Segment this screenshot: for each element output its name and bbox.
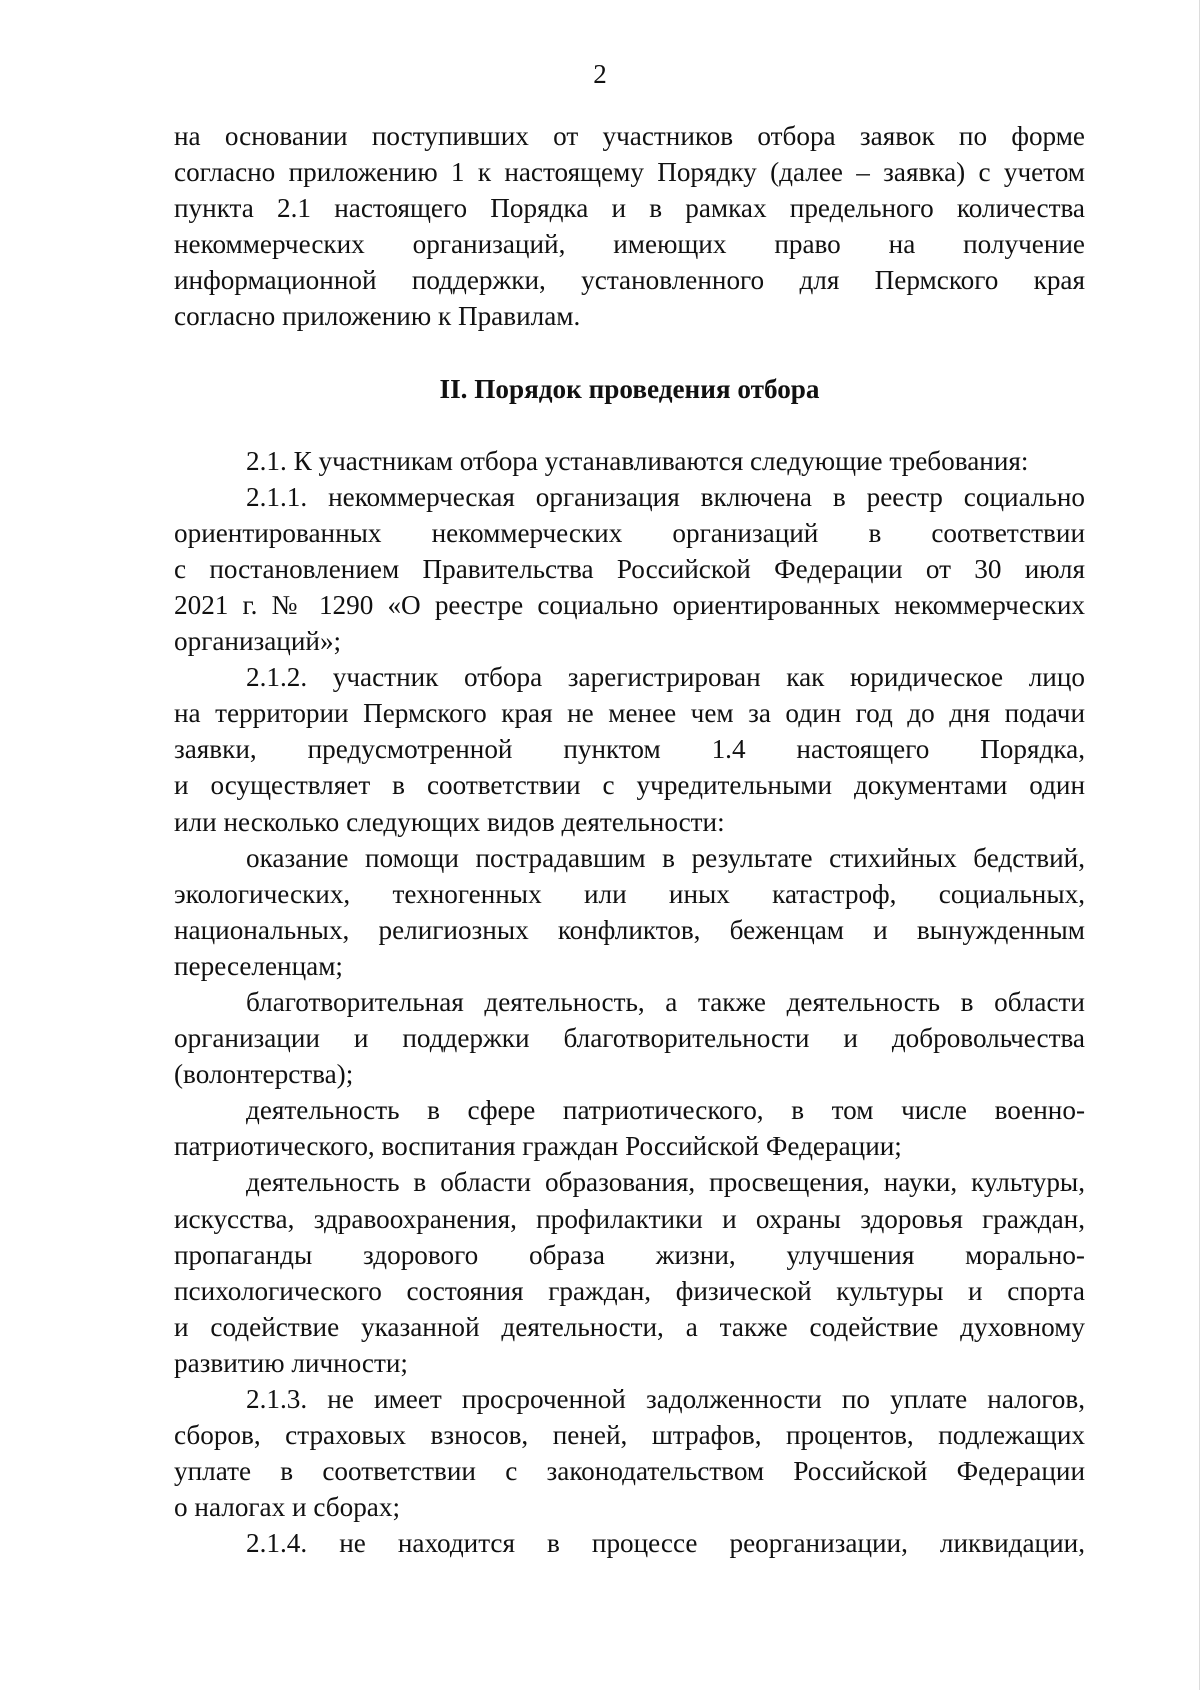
requirements-list — [174, 479, 1085, 1562]
text-line: или несколько следующих видов деятельности: — [174, 806, 725, 837]
paragraph-p-2-1-3 — [174, 1381, 1085, 1525]
paragraph-p-activity-3 — [174, 1092, 1085, 1164]
page-number: 2 — [593, 59, 607, 89]
text-line: развитию личности; — [174, 1347, 408, 1378]
text-line: организаций»; — [174, 626, 342, 657]
text-line: психологического состояния граждан, физической культуры и спорта — [174, 1275, 1085, 1306]
text-line: оказание помощи пострадавшим в результате стихийных бедствий, — [246, 842, 1085, 873]
text-line: патриотического, воспитания граждан Российской Федерации; — [174, 1131, 902, 1162]
section-heading: II. Порядок проведения отбора — [439, 373, 820, 404]
text-line: национальных, религиозных конфликтов, беженцам и вынужденным — [174, 914, 1085, 945]
text-line: с постановлением Правительства Российской Федерации от 30 июля — [174, 553, 1085, 584]
document-body — [174, 118, 1085, 1561]
text-line: и осуществляет в соответствии с учредительными документами один — [174, 770, 1085, 801]
text-line: деятельность в области образования, просвещения, науки, культуры, — [246, 1167, 1085, 1198]
text-line: 2021 г. № 1290 «О реестре социально ориентированных некоммерческих — [174, 589, 1085, 620]
text-line: на основании поступивших от участников отбора заявок по форме — [174, 121, 1085, 151]
text-line: 2.1.3. не имеет просроченной задолженности по уплате налогов, — [246, 1384, 1085, 1414]
text-line: 2.1.2. участник отбора зарегистрирован как юридическое лицо — [246, 662, 1085, 693]
text-line: 2.1. К участникам отбора устанавливаются следующие требования: — [246, 445, 1029, 476]
text-line: ориентированных некоммерческих организаций в соответствии — [174, 517, 1085, 548]
text-line: пропаганды здорового образа жизни, улучшения морально- — [174, 1239, 1085, 1270]
intro-paragraph — [174, 118, 1085, 335]
text-line: заявки, предусмотренной пунктом 1.4 настоящего Порядка, — [174, 734, 1085, 765]
text-line: (волонтерства); — [174, 1059, 354, 1090]
text-line: 2.1.1. некоммерческая организация включена в реестр социально — [246, 481, 1085, 512]
text-line: уплате в соответствии с законодательством Российской Федерации — [174, 1456, 1085, 1487]
text-line: на территории Пермского края не менее чем за один год до дня подачи — [174, 698, 1085, 729]
text-line: о налогах и сборах; — [174, 1492, 400, 1523]
text-line: благотворительная деятельность, а также деятельность в области — [246, 986, 1085, 1017]
text-line: переселенцам; — [174, 950, 343, 981]
text-line: согласно приложению 1 к настоящему Порядку (далее – заявка) с учетом — [174, 157, 1085, 188]
paragraph-p-2-1-1 — [174, 479, 1085, 659]
text-line: и содействие указанной деятельности, а также содействие духовному — [174, 1311, 1085, 1342]
text-line: пункта 2.1 настоящего Порядка и в рамках предельного количества — [174, 193, 1085, 224]
requirements-intro — [174, 443, 1085, 479]
text-line: согласно приложению к Правилам. — [174, 301, 581, 332]
text-line: сборов, страховых взносов, пеней, штрафов, процентов, подлежащих — [174, 1420, 1085, 1451]
text-line: некоммерческих организаций, имеющих право на получение — [174, 229, 1085, 260]
text-line: деятельность в сфере патриотического, в том числе военно- — [246, 1095, 1085, 1126]
paragraph-p-activity-2 — [174, 984, 1085, 1092]
paragraph-p-activity-4 — [174, 1164, 1085, 1381]
text-line: 2.1.4. не находится в процессе реорганизации, ликвидации, — [246, 1528, 1085, 1559]
text-line: искусства, здравоохранения, профилактики и охраны здоровья граждан, — [174, 1203, 1085, 1234]
paragraph-p-2-1-4 — [174, 1525, 1085, 1561]
text-line: информационной поддержки, установленного для Пермского края — [174, 265, 1085, 296]
paragraph-p-2-1-2 — [174, 659, 1085, 839]
paragraph-p-activity-1 — [174, 840, 1085, 984]
text-line: экологических, техногенных или иных катастроф, социальных, — [174, 878, 1085, 909]
text-line: организации и поддержки благотворительности и добровольчества — [174, 1023, 1085, 1054]
